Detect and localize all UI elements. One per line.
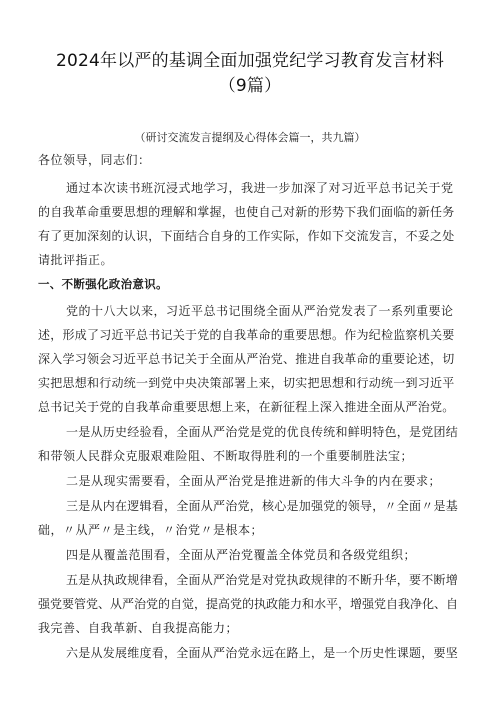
body-line: 六是从发展维度看，全面从严治党永远在路上，是一个历史性课题，要坚 [66, 646, 459, 660]
section-heading: 一、不断强化政治意识。 [38, 277, 168, 291]
document-title-line-1: 2024年以严的基调全面加强党纪学习教育发言材料 [55, 51, 445, 71]
body-line: 的自我革命重要思想的理解和掌握，也使自己对新的形势下我们面临的新任务 [38, 205, 455, 219]
body-line: 总书记关于党的自我革命重要思想上来，在新征程上深入推进全面从严治党。 [38, 400, 455, 414]
document-subtitle: （研讨交流发言提纲及心得体会篇一，共九篇） [134, 131, 366, 144]
document-title-line-2: （9篇） [218, 76, 282, 96]
body-line: 五是从执政规律看，全面从严治党是对党执政规律的不断升华，要不断增 [66, 573, 459, 587]
body-line: 和带领人民群众克服艰难险阻、不断取得胜利的一个重要制胜法宝； [38, 449, 414, 463]
salutation: 各位领导，同志们： [38, 153, 151, 167]
body-line: 深入学习领会习近平总书记关于全面从严治党、推进自我革命的重要论述，切 [38, 352, 455, 366]
body-line: 三是从内在逻辑看，全面从严治党，核心是加强党的领导，〃全面〃是基 [66, 499, 459, 513]
body-line: 述，形成了习近平总书记关于党的自我革命的重要思想。作为纪检监察机关要 [38, 328, 455, 342]
body-line: 四是从覆盖范围看，全面从严治党覆盖全体党员和各级党组织； [66, 548, 417, 562]
body-line: 一是从历史经验看，全面从严治党是党的优良传统和鲜明特色，是党团结 [66, 425, 459, 439]
body-line: 二是从现实需要看，全面从严治党是推进新的伟大斗争的内在要求； [66, 474, 442, 488]
body-line: 础，〃从严〃是主线，〃治党〃是根本； [38, 523, 264, 537]
body-line: 强党要管党、从严治党的自觉，提高党的执政能力和水平，增强党自我净化、自 [38, 597, 459, 611]
body-line: 有了更加深刻的认识，下面结合自身的工作实际，作如下交流发言，不妥之处 [38, 229, 455, 243]
body-line: 我完善、自我革新、自我提高能力； [38, 621, 239, 635]
body-line: 请批评指正。 [38, 253, 114, 267]
body-line: 实把思想和行动统一到党中央决策部署上来，切实把思想和行动统一到习近平 [38, 376, 455, 390]
body-line: 党的十八大以来，习近平总书记围绕全面从严治党发表了一系列重要论 [66, 304, 454, 318]
body-line: 通过本次读书班沉浸式地学习，我进一步加深了对习近平总书记关于党 [66, 181, 454, 195]
